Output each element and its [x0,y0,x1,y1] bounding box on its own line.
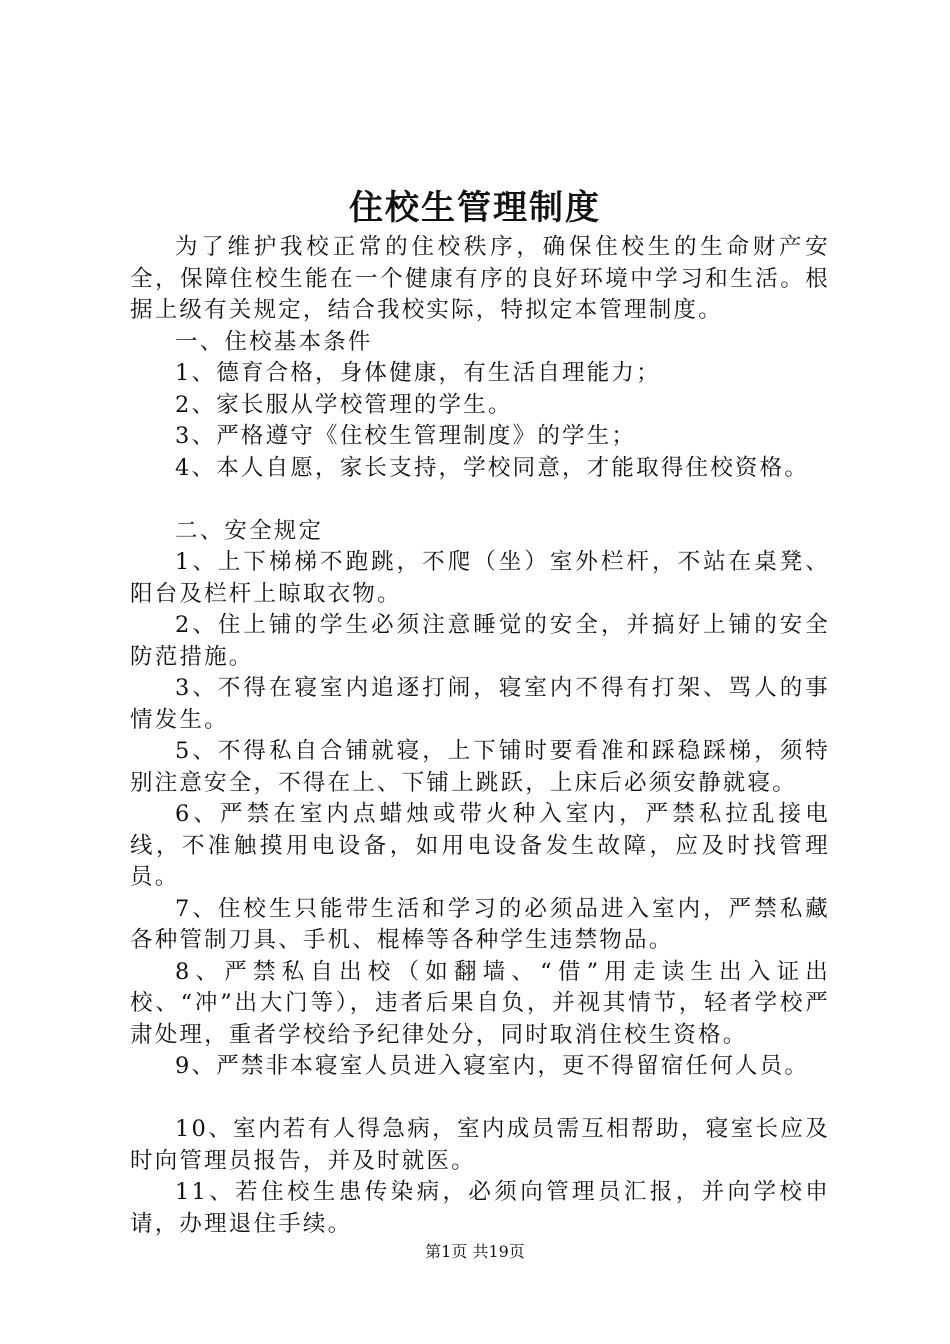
safety-rule: 11、若住校生患传染病，必须向管理员汇报，并向学校申请，办理退住手续。 [130,1179,830,1237]
condition-item: 3、严格遵守《住校生管理制度》的学生； [175,423,637,449]
section-heading-safety: 二、安全规定 [175,517,324,544]
paragraph-gap [130,1083,830,1115]
document-title: 住校生管理制度 [349,188,601,228]
condition-item: 1、德育合格，身体健康，有生活自理能力； [175,360,661,386]
safety-rule: 9、严禁非本寝室人员进入寝室内，更不得留宿任何人员。 [175,1053,810,1079]
page-number-footer: 第1页 共19页 [425,1242,525,1261]
intro-paragraph: 为了维护我校正常的住校秩序，确保住校生的生命财产安全，保障住校生能在一个健康有序的良好环境中学习和生活。根据上级有关规定，结合我校实际，特拟定本管理制度。 [130,234,830,323]
condition-item: 4、本人自愿，家长支持，学校同意，才能取得住校资格。 [175,454,810,481]
paragraph-gap [130,484,830,516]
safety-rule: 3、不得在寝室内追逐打闹，寝室内不得有打架、骂人的事情发生。 [130,675,830,733]
safety-rule: 10、室内若有人得急病，室内成员需互相帮助，寝室长应及时向管理员报告，并及时就医。 [130,1116,830,1174]
condition-item: 2、家长服从学校管理的学生。 [175,391,513,418]
safety-rule: 2、住上铺的学生必须注意睡觉的安全，并搞好上铺的安全防范措施。 [130,612,830,670]
safety-rule: 6、严禁在室内点蜡烛或带火种入室内，严禁私拉乱接电线，不准触摸用电设备，如用电设备发生故障，应及时找管理员。 [130,801,830,890]
document-body [130,232,830,1240]
section-heading-conditions: 一、住校基本条件 [175,328,373,355]
safety-rule: 1、上下梯梯不跑跳，不爬（坐）室外栏杆，不站在桌凳、阳台及栏杆上晾取衣物。 [130,549,830,607]
safety-rule: 8、严禁私自出校（如翻墙、“借”用走读生出入证出校、“冲”出大门等），违者后果自负，并视其情节，轻者学校严肃处理，重者学校给予纪律处分，同时取消住校生资格。 [130,958,830,1048]
safety-rule: 7、住校生只能带生活和学习的必须品进入室内，严禁私藏各种管制刀具、手机、棍棒等各种学生违禁物品。 [130,895,830,953]
safety-rule: 5、不得私自合铺就寝，上下铺时要看准和踩稳踩梯，须特别注意安全，不得在上、下铺上跳跃，上床后必须安静就寝。 [130,738,830,796]
